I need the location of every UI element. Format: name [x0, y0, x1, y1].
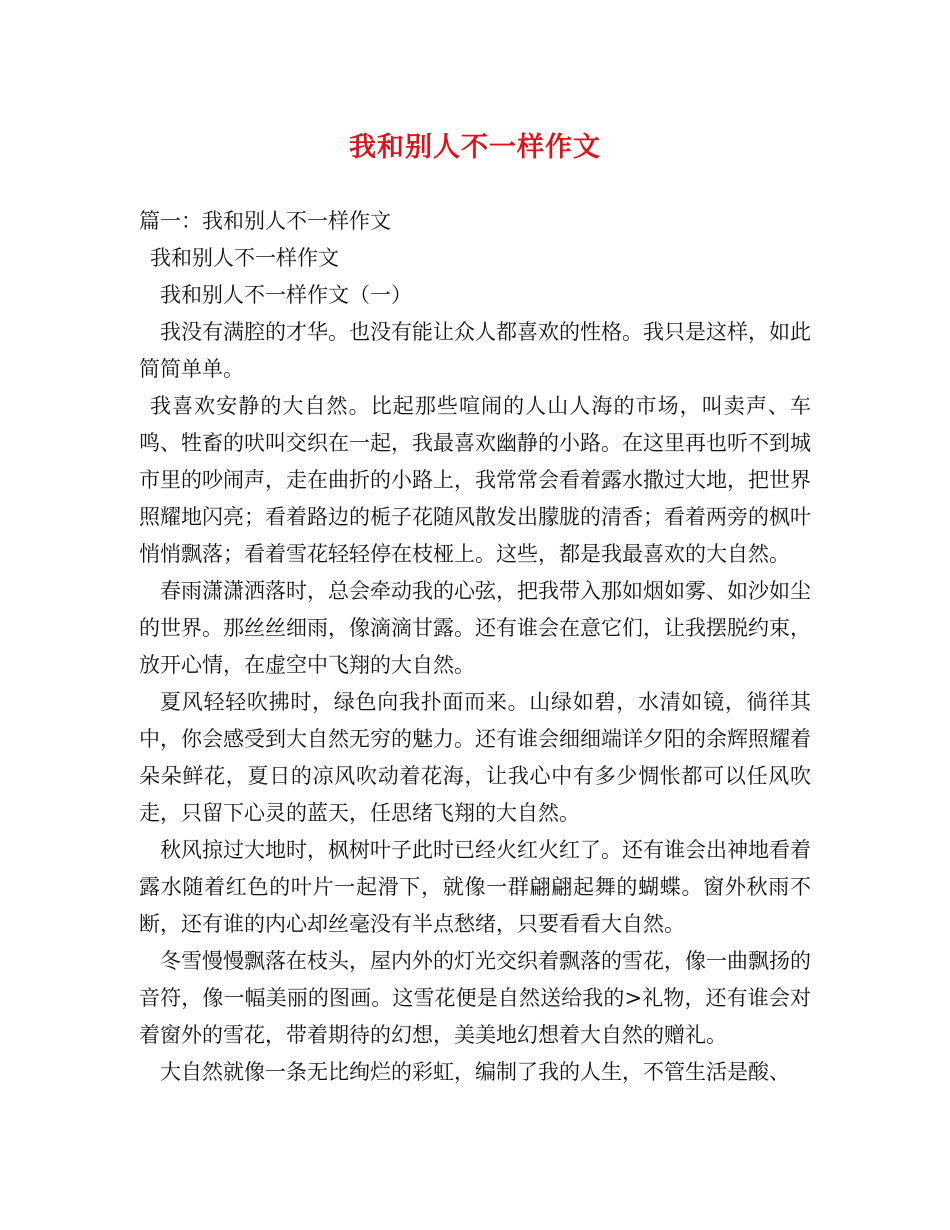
document-body — [139, 203, 811, 1091]
paragraph-nature: 我喜欢安静的大自然。比起那些喧闹的人山人海的市场，叫卖声、车鸣、牲畜的吠叫交织在一起，我最喜欢幽静的小路。在这里再也听不到城市里的吵闹声，走在曲折的小路上，我常常会看着露水撒过大地，把世界照耀地闪亮；看着路边的栀子花随风散发出朦胧的清香；看着两旁的枫叶悄悄飘落；看着雪花轻轻停在枝桠上。这些，都是我最喜欢的大自然。 — [139, 394, 811, 566]
essay-heading: 我和别人不一样作文（一） — [160, 283, 412, 307]
paragraph-summer: 夏风轻轻吹拂时，绿色向我扑面而来。山绿如碧，水清如镜，徜徉其中，你会感受到大自然无穷的魅力。还有谁会细细端详夕阳的余辉照耀着朵朵鲜花，夏日的凉风吹动着花海，让我心中有多少惆怅都可以任风吹走，只留下心灵的蓝天，任思绪飞翔的大自然。 — [139, 690, 811, 825]
subsection-heading: 我和别人不一样作文 — [150, 246, 339, 270]
paragraph-spring: 春雨潇潇洒落时，总会牵动我的心弦，把我带入那如烟如雾、如沙如尘的世界。那丝丝细雨，像滴滴甘露。还有谁会在意它们，让我摆脱约束，放开心情，在虚空中飞翔的大自然。 — [139, 579, 811, 677]
section-heading: 篇一：我和别人不一样作文 — [139, 209, 391, 233]
paragraph-rainbow: 大自然就像一条无比绚烂的彩虹，编制了我的人生，不管生活是酸、 — [160, 1060, 790, 1084]
document-title: 我和别人不一样作文 — [349, 132, 601, 163]
paragraph-intro: 我没有满腔的才华。也没有能让众人都喜欢的性格。我只是这样，如此简简单单。 — [139, 320, 811, 381]
paragraph-winter: 冬雪慢慢飘落在枝头，屋内外的灯光交织着飘落的雪花，像一曲飘扬的音符，像一幅美丽的图画。这雪花便是自然送给我的>礼物，还有谁会对着窗外的雪花，带着期待的幻想，美美地幻想着大自然的赠礼。 — [139, 949, 811, 1047]
paragraph-autumn: 秋风掠过大地时，枫树叶子此时已经火红火红了。还有谁会出神地看着露水随着红色的叶片一起滑下，就像一群翩翩起舞的蝴蝶。窗外秋雨不断，还有谁的内心却丝毫没有半点愁绪，只要看看大自然。 — [139, 838, 811, 936]
